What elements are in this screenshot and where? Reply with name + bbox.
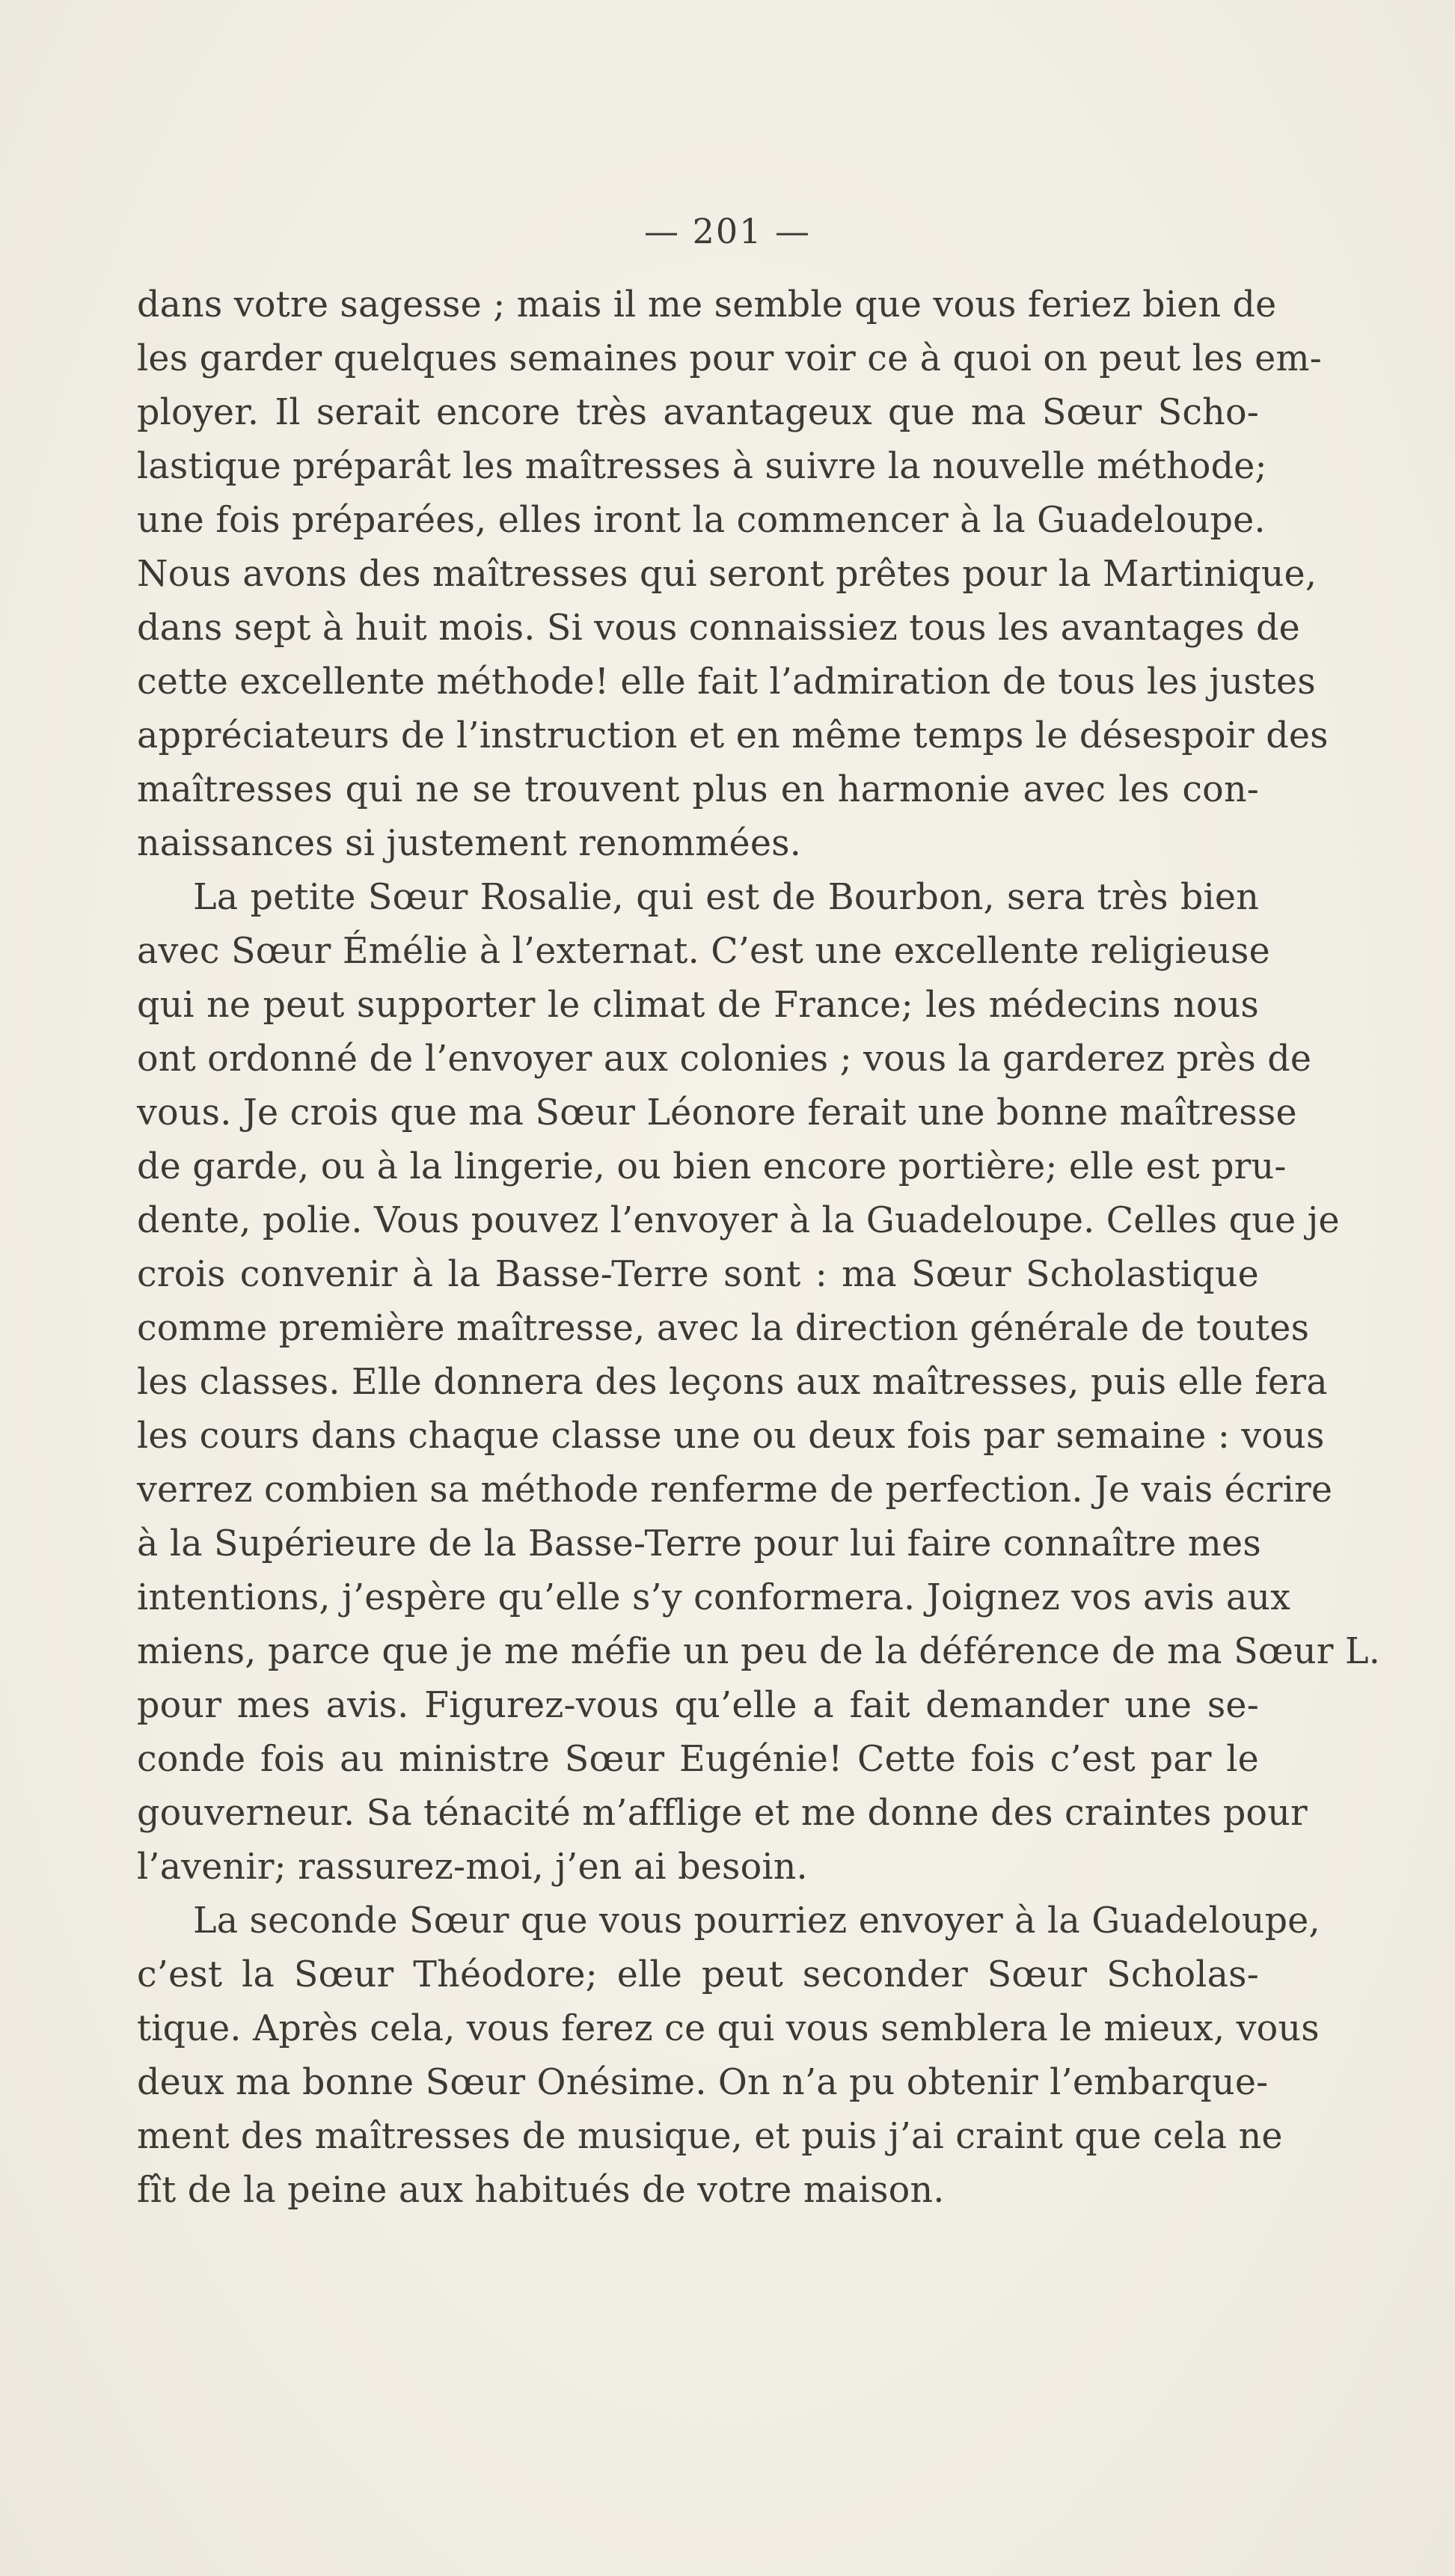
text-line: gouverneur. Sa ténacité m’afflige et me donne des craintes pour bbox=[137, 1793, 1308, 1834]
text-line: c’est la Sœur Théodore; elle peut seconder Sœur Scholas- bbox=[137, 1954, 1259, 1995]
body-text bbox=[137, 278, 1381, 2218]
text-line: vous. Je crois que ma Sœur Léonore ferait une bonne maîtresse bbox=[137, 1092, 1297, 1133]
text-line: fît de la peine aux habitués de votre maison. bbox=[137, 2170, 945, 2211]
text-line: maîtresses qui ne se trouvent plus en harmonie avec les con- bbox=[137, 769, 1259, 810]
text-line: ment des maîtresses de musique, et puis j’ai craint que cela ne bbox=[137, 2116, 1283, 2157]
text-line: de garde, ou à la lingerie, ou bien encore portière; elle est pru- bbox=[137, 1146, 1287, 1187]
text-line: lastique préparât les maîtresses à suivre la nouvelle méthode; bbox=[137, 446, 1267, 487]
paragraph bbox=[137, 1894, 1320, 2218]
page-number: — 201 — bbox=[643, 211, 812, 251]
text-line: ployer. Il serait encore très avantageux que ma Sœur Scho- bbox=[137, 392, 1259, 433]
text-line: l’avenir; rassurez-moi, j’en ai besoin. bbox=[137, 1847, 808, 1888]
text-line: cette excellente méthode! elle fait l’admiration de tous les justes bbox=[137, 661, 1316, 703]
text-line: dans votre sagesse ; mais il me semble que vous feriez bien de bbox=[137, 284, 1277, 325]
text-line: à la Supérieure de la Basse-Terre pour lui faire connaître mes bbox=[137, 1523, 1261, 1564]
text-line: les cours dans chaque classe une ou deux fois par semaine : vous bbox=[137, 1416, 1325, 1457]
text-line: pour mes avis. Figurez-vous qu’elle a fait demander une se- bbox=[137, 1685, 1259, 1726]
text-line: une fois préparées, elles iront la commencer à la Guadeloupe. bbox=[137, 500, 1266, 541]
text-line: comme première maîtresse, avec la direction générale de toutes bbox=[137, 1308, 1310, 1349]
text-line: miens, parce que je me méfie un peu de la déférence de ma Sœur L. bbox=[137, 1631, 1381, 1672]
text-line: avec Sœur Émélie à l’externat. C’est une excellente religieuse bbox=[137, 931, 1270, 972]
text-line: ont ordonné de l’envoyer aux colonies ; vous la garderez près de bbox=[137, 1038, 1312, 1080]
text-line: La petite Sœur Rosalie, qui est de Bourbon, sera très bien bbox=[193, 877, 1259, 918]
text-line: qui ne peut supporter le climat de France; les médecins nous bbox=[137, 985, 1259, 1026]
text-line: intentions, j’espère qu’elle s’y conformera. Joignez vos avis aux bbox=[137, 1577, 1291, 1618]
text-line: crois convenir à la Basse-Terre sont : ma Sœur Scholastique bbox=[137, 1254, 1259, 1295]
text-line: dente, polie. Vous pouvez l’envoyer à la Guadeloupe. Celles que je bbox=[137, 1200, 1340, 1241]
text-line: conde fois au ministre Sœur Eugénie! Cette fois c’est par le bbox=[137, 1739, 1259, 1780]
paragraph bbox=[137, 278, 1329, 871]
text-line: dans sept à huit mois. Si vous connaissiez tous les avantages de bbox=[137, 608, 1300, 649]
text-line: les classes. Elle donnera des leçons aux maîtresses, puis elle fera bbox=[137, 1362, 1328, 1403]
text-line: verrez combien sa méthode renferme de perfection. Je vais écrire bbox=[137, 1469, 1333, 1511]
paragraph bbox=[137, 871, 1381, 1894]
text-line: les garder quelques semaines pour voir ce à quoi on peut les em- bbox=[137, 338, 1322, 379]
text-line: naissances si justement renommées. bbox=[137, 823, 802, 864]
text-line: deux ma bonne Sœur Onésime. On n’a pu obtenir l’embarque- bbox=[137, 2062, 1269, 2103]
text-line: La seconde Sœur que vous pourriez envoyer à la Guadeloupe, bbox=[193, 1900, 1320, 1942]
text-line: Nous avons des maîtresses qui seront prêtes pour la Martinique, bbox=[137, 554, 1317, 595]
text-line: tique. Après cela, vous ferez ce qui vous semblera le mieux, vous bbox=[137, 2008, 1320, 2049]
text-line: appréciateurs de l’instruction et en même temps le désespoir des bbox=[137, 715, 1329, 756]
